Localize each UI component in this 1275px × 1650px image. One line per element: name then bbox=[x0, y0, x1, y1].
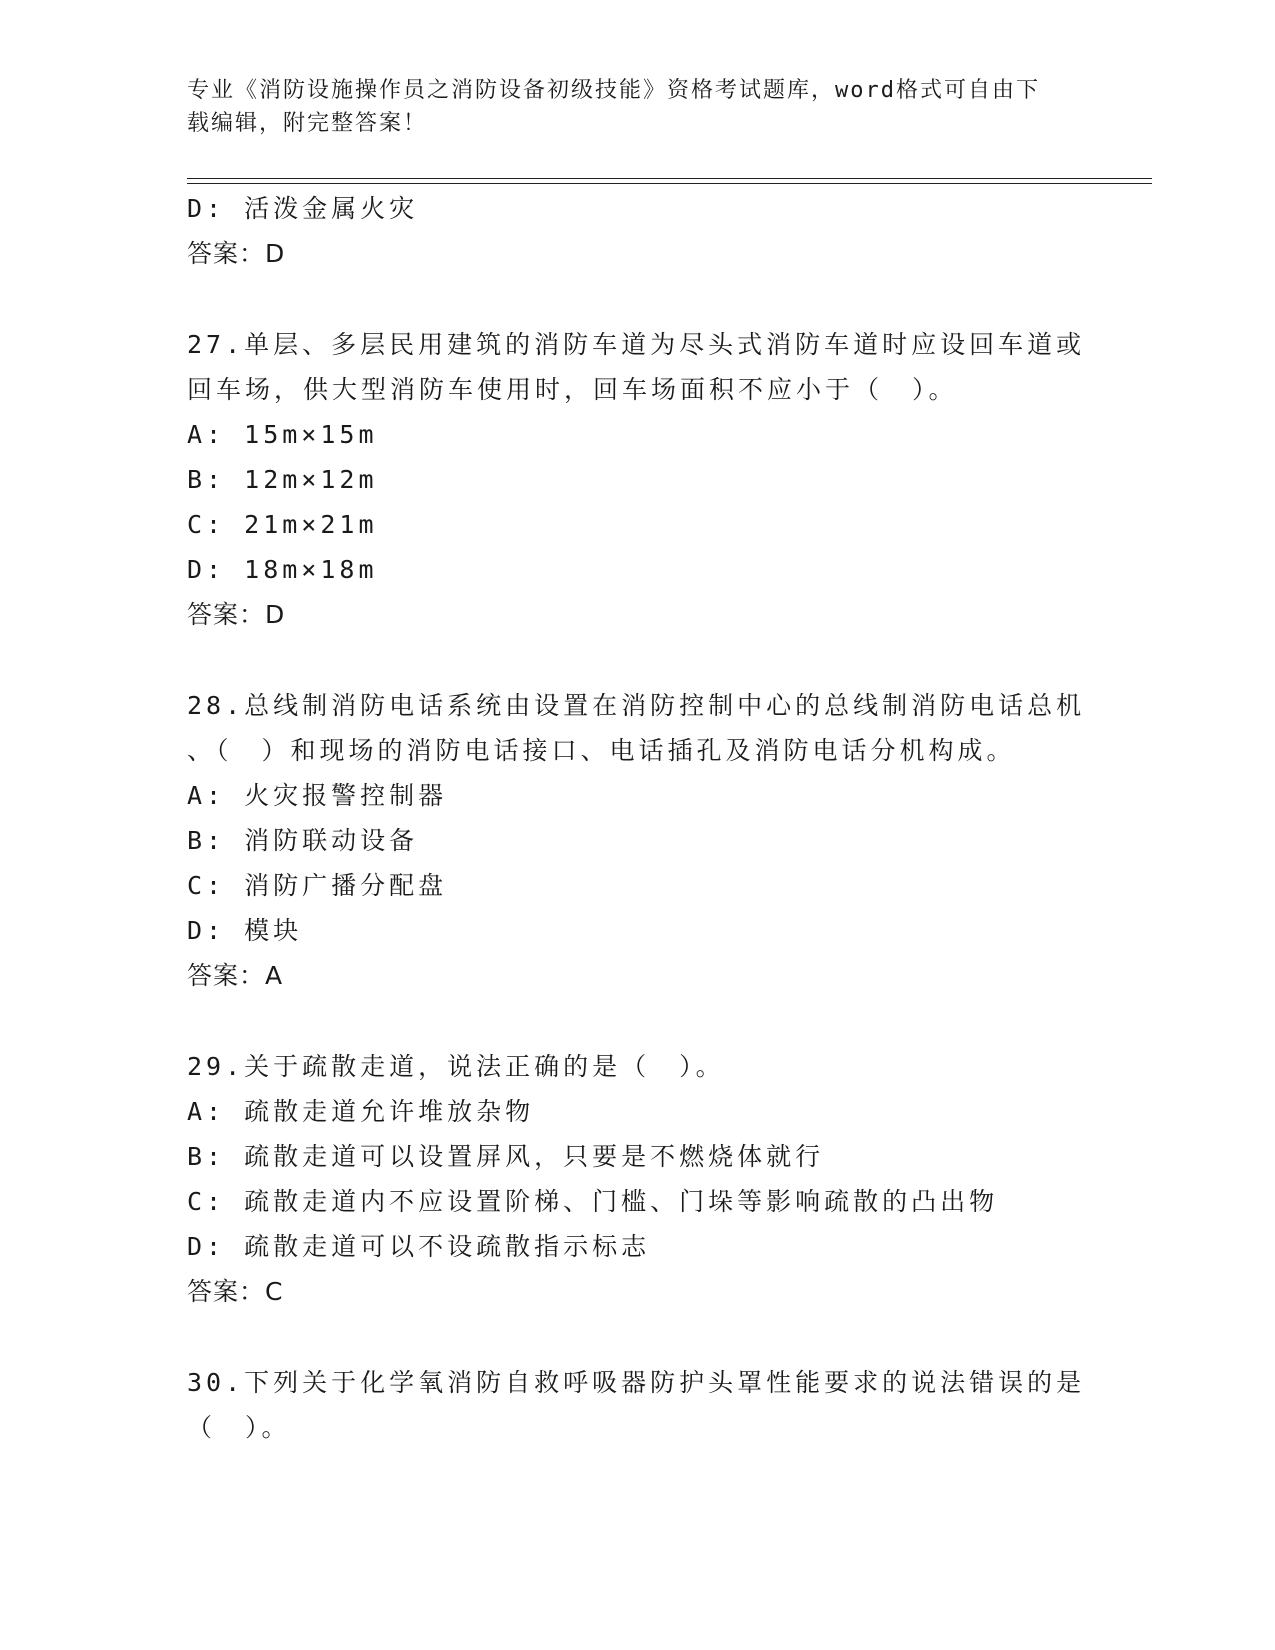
spacer bbox=[187, 276, 1087, 322]
question-stem-continued: 、（ ）和现场的消防电话接口、电话插孔及消防电话分机构成。 bbox=[187, 736, 1016, 765]
previous-question-tail bbox=[187, 186, 1087, 276]
option-c: C: 消防广播分配盘 bbox=[187, 871, 448, 900]
question-stem-continued: 回车场，供大型消防车使用时，回车场面积不应小于（ ）。 bbox=[187, 375, 958, 404]
option-b: B: 12m×12m bbox=[187, 465, 378, 494]
option-a: A: 火灾报警控制器 bbox=[187, 781, 448, 810]
answer-line: 答案：D bbox=[187, 600, 286, 629]
question-27 bbox=[187, 322, 1087, 637]
question-stem-continued: （ ）。 bbox=[187, 1413, 291, 1442]
answer-line: 答案：A bbox=[187, 961, 284, 990]
question-stem: 29.关于疏散走道，说法正确的是（ ）。 bbox=[187, 1052, 725, 1081]
header-line-2: 载编辑，附完整答案！ bbox=[187, 111, 428, 136]
question-29 bbox=[187, 1044, 1087, 1314]
header-divider-top bbox=[187, 178, 1152, 179]
question-28 bbox=[187, 683, 1087, 998]
option-c: C: 疏散走道内不应设置阶梯、门槛、门垛等影响疏散的凸出物 bbox=[187, 1187, 999, 1216]
option-a: A: 疏散走道允许堆放杂物 bbox=[187, 1097, 535, 1126]
header-divider-bottom bbox=[187, 183, 1152, 184]
question-list bbox=[187, 186, 1087, 1450]
option-d: D: 模块 bbox=[187, 916, 303, 945]
spacer bbox=[187, 637, 1087, 683]
option-c: C: 21m×21m bbox=[187, 510, 378, 539]
option-d: D: 疏散走道可以不设疏散指示标志 bbox=[187, 1232, 651, 1261]
spacer bbox=[187, 1314, 1087, 1360]
question-stem: 27.单层、多层民用建筑的消防车道为尽头式消防车道时应设回车道或 bbox=[187, 330, 1086, 359]
option-b: B: 疏散走道可以设置屏风，只要是不燃烧体就行 bbox=[187, 1142, 825, 1171]
question-stem: 30.下列关于化学氧消防自救呼吸器防护头罩性能要求的说法错误的是 bbox=[187, 1368, 1086, 1397]
answer-line: 答案：C bbox=[187, 1277, 284, 1306]
header-line-1: 专业《消防设施操作员之消防设备初级技能》资格考试题库，word格式可自由下 bbox=[187, 78, 1040, 103]
spacer bbox=[187, 998, 1087, 1044]
option-b: B: 消防联动设备 bbox=[187, 826, 419, 855]
question-30 bbox=[187, 1360, 1087, 1450]
option-a: A: 15m×15m bbox=[187, 420, 378, 449]
page-header bbox=[187, 74, 1067, 140]
question-stem: 28.总线制消防电话系统由设置在消防控制中心的总线制消防电话总机 bbox=[187, 691, 1086, 720]
option-d: D: 18m×18m bbox=[187, 555, 378, 584]
option-d: D: 活泼金属火灾 bbox=[187, 194, 419, 223]
answer-line: 答案：D bbox=[187, 239, 286, 268]
